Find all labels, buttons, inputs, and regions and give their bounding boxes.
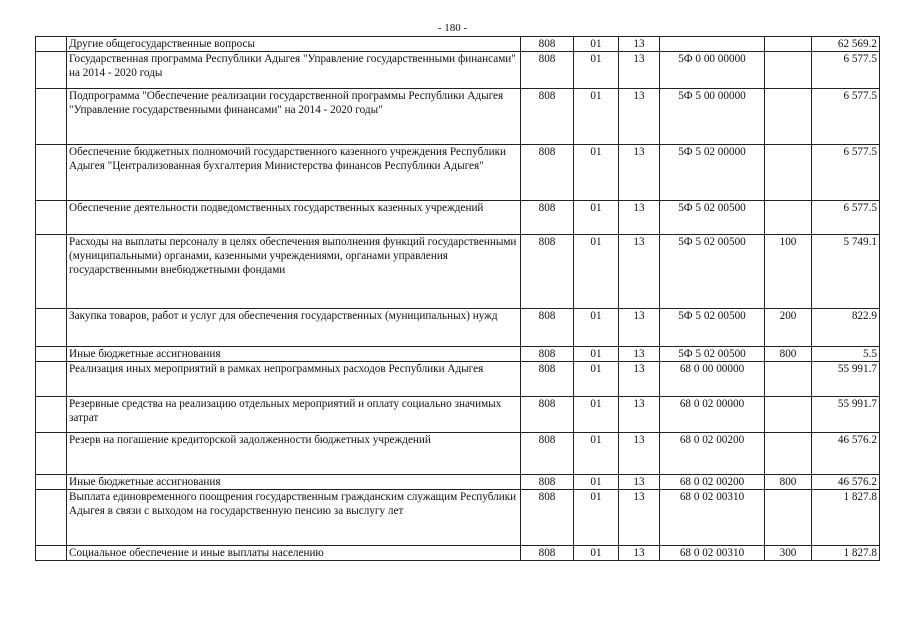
expense-name-cell: Социальное обеспечение и иные выплаты населению bbox=[67, 546, 521, 561]
row-marker-cell bbox=[36, 433, 67, 475]
section-cell: 01 bbox=[574, 52, 619, 89]
org-code-cell: 808 bbox=[521, 52, 574, 89]
expense-type-cell: 800 bbox=[765, 347, 812, 362]
expense-type-cell bbox=[765, 37, 812, 52]
amount-cell: 5.5 bbox=[812, 347, 880, 362]
section-cell: 01 bbox=[574, 546, 619, 561]
expense-type-cell: 300 bbox=[765, 546, 812, 561]
section-cell: 01 bbox=[574, 89, 619, 145]
org-code-cell: 808 bbox=[521, 475, 574, 490]
section-cell: 01 bbox=[574, 397, 619, 433]
expense-type-cell bbox=[765, 201, 812, 235]
subsection-cell: 13 bbox=[619, 89, 660, 145]
amount-cell: 5 749.1 bbox=[812, 235, 880, 309]
expense-name-cell: Расходы на выплаты персоналу в целях обеспечения выполнения функций государственными (муниципальными) органами, казенными учреждениями, органами управления государственными внебюджетными фондами bbox=[67, 235, 521, 309]
subsection-cell: 13 bbox=[619, 235, 660, 309]
table-row bbox=[36, 397, 880, 433]
expense-type-cell bbox=[765, 89, 812, 145]
table-row bbox=[36, 347, 880, 362]
org-code-cell: 808 bbox=[521, 201, 574, 235]
subsection-cell: 13 bbox=[619, 397, 660, 433]
expense-name-cell: Выплата единовременного поощрения государственным гражданским служащим Республики Адыгея в связи с выходом на государственную пенсию за выслугу лет bbox=[67, 490, 521, 546]
section-cell: 01 bbox=[574, 37, 619, 52]
amount-cell: 6 577.5 bbox=[812, 89, 880, 145]
expense-name-cell: Государственная программа Республики Адыгея "Управление государственными финансами" на 2014 - 2020 годы bbox=[67, 52, 521, 89]
target-article-cell: 5Ф 5 02 00500 bbox=[660, 347, 765, 362]
page-number: - 180 - bbox=[437, 22, 468, 34]
subsection-cell: 13 bbox=[619, 37, 660, 52]
amount-cell: 6 577.5 bbox=[812, 52, 880, 89]
subsection-cell: 13 bbox=[619, 362, 660, 397]
expense-type-cell bbox=[765, 145, 812, 201]
amount-cell: 46 576.2 bbox=[812, 433, 880, 475]
subsection-cell: 13 bbox=[619, 145, 660, 201]
amount-cell: 46 576.2 bbox=[812, 475, 880, 490]
section-cell: 01 bbox=[574, 490, 619, 546]
table-row bbox=[36, 433, 880, 475]
section-cell: 01 bbox=[574, 145, 619, 201]
amount-cell: 1 827.8 bbox=[812, 490, 880, 546]
subsection-cell: 13 bbox=[619, 490, 660, 546]
row-marker-cell bbox=[36, 475, 67, 490]
org-code-cell: 808 bbox=[521, 235, 574, 309]
amount-cell: 62 569.2 bbox=[812, 37, 880, 52]
expense-name-cell: Другие общегосударственные вопросы bbox=[67, 37, 521, 52]
org-code-cell: 808 bbox=[521, 397, 574, 433]
org-code-cell: 808 bbox=[521, 309, 574, 347]
expense-name-cell: Реализация иных мероприятий в рамках непрограммных расходов Республики Адыгея bbox=[67, 362, 521, 397]
target-article-cell: 5Ф 5 00 00000 bbox=[660, 89, 765, 145]
row-marker-cell bbox=[36, 362, 67, 397]
org-code-cell: 808 bbox=[521, 37, 574, 52]
expense-type-cell bbox=[765, 433, 812, 475]
table-row bbox=[36, 309, 880, 347]
row-marker-cell bbox=[36, 37, 67, 52]
expense-type-cell: 200 bbox=[765, 309, 812, 347]
target-article-cell: 68 0 00 00000 bbox=[660, 362, 765, 397]
target-article-cell: 68 0 02 00200 bbox=[660, 475, 765, 490]
expense-name-cell: Резервные средства на реализацию отдельных мероприятий и оплату социально значимых затрат bbox=[67, 397, 521, 433]
table-row bbox=[36, 145, 880, 201]
amount-cell: 1 827.8 bbox=[812, 546, 880, 561]
expense-type-cell bbox=[765, 52, 812, 89]
subsection-cell: 13 bbox=[619, 52, 660, 89]
table-row bbox=[36, 546, 880, 561]
section-cell: 01 bbox=[574, 235, 619, 309]
org-code-cell: 808 bbox=[521, 546, 574, 561]
table-row bbox=[36, 475, 880, 490]
row-marker-cell bbox=[36, 546, 67, 561]
org-code-cell: 808 bbox=[521, 490, 574, 546]
amount-cell: 6 577.5 bbox=[812, 145, 880, 201]
row-marker-cell bbox=[36, 235, 67, 309]
org-code-cell: 808 bbox=[521, 347, 574, 362]
table-row bbox=[36, 52, 880, 89]
row-marker-cell bbox=[36, 397, 67, 433]
org-code-cell: 808 bbox=[521, 433, 574, 475]
subsection-cell: 13 bbox=[619, 433, 660, 475]
section-cell: 01 bbox=[574, 309, 619, 347]
budget-table bbox=[35, 36, 880, 561]
expense-type-cell: 800 bbox=[765, 475, 812, 490]
section-cell: 01 bbox=[574, 475, 619, 490]
target-article-cell: 5Ф 5 02 00500 bbox=[660, 201, 765, 235]
expense-type-cell: 100 bbox=[765, 235, 812, 309]
row-marker-cell bbox=[36, 145, 67, 201]
expense-name-cell: Обеспечение бюджетных полномочий государственного казенного учреждения Республики Адыгея "Централизованная бухгалтерия Министерства финансов Республики Адыгея" bbox=[67, 145, 521, 201]
amount-cell: 55 991.7 bbox=[812, 397, 880, 433]
org-code-cell: 808 bbox=[521, 145, 574, 201]
budget-table-body bbox=[36, 37, 880, 561]
table-row bbox=[36, 235, 880, 309]
expense-type-cell bbox=[765, 490, 812, 546]
target-article-cell: 5Ф 5 02 00500 bbox=[660, 235, 765, 309]
amount-cell: 822.9 bbox=[812, 309, 880, 347]
target-article-cell: 5Ф 5 02 00500 bbox=[660, 309, 765, 347]
table-row bbox=[36, 37, 880, 52]
expense-name-cell: Иные бюджетные ассигнования bbox=[67, 347, 521, 362]
expense-type-cell bbox=[765, 362, 812, 397]
section-cell: 01 bbox=[574, 433, 619, 475]
expense-name-cell: Резерв на погашение кредиторской задолженности бюджетных учреждений bbox=[67, 433, 521, 475]
expense-name-cell: Закупка товаров, работ и услуг для обеспечения государственных (муниципальных) нужд bbox=[67, 309, 521, 347]
section-cell: 01 bbox=[574, 347, 619, 362]
table-row bbox=[36, 201, 880, 235]
expense-name-cell: Обеспечение деятельности подведомственных государственных казенных учреждений bbox=[67, 201, 521, 235]
table-row bbox=[36, 362, 880, 397]
target-article-cell: 5Ф 0 00 00000 bbox=[660, 52, 765, 89]
target-article-cell bbox=[660, 37, 765, 52]
target-article-cell: 5Ф 5 02 00000 bbox=[660, 145, 765, 201]
expense-name-cell: Подпрограмма "Обеспечение реализации государственной программы Республики Адыгея "Управление государственными финансами" на 2014 - 2020 годы" bbox=[67, 89, 521, 145]
expense-name-cell: Иные бюджетные ассигнования bbox=[67, 475, 521, 490]
org-code-cell: 808 bbox=[521, 89, 574, 145]
row-marker-cell bbox=[36, 89, 67, 145]
amount-cell: 55 991.7 bbox=[812, 362, 880, 397]
row-marker-cell bbox=[36, 309, 67, 347]
subsection-cell: 13 bbox=[619, 475, 660, 490]
row-marker-cell bbox=[36, 490, 67, 546]
amount-cell: 6 577.5 bbox=[812, 201, 880, 235]
target-article-cell: 68 0 02 00310 bbox=[660, 546, 765, 561]
subsection-cell: 13 bbox=[619, 201, 660, 235]
target-article-cell: 68 0 02 00310 bbox=[660, 490, 765, 546]
subsection-cell: 13 bbox=[619, 546, 660, 561]
row-marker-cell bbox=[36, 347, 67, 362]
section-cell: 01 bbox=[574, 362, 619, 397]
target-article-cell: 68 0 02 00000 bbox=[660, 397, 765, 433]
target-article-cell: 68 0 02 00200 bbox=[660, 433, 765, 475]
section-cell: 01 bbox=[574, 201, 619, 235]
expense-type-cell bbox=[765, 397, 812, 433]
table-row bbox=[36, 89, 880, 145]
row-marker-cell bbox=[36, 52, 67, 89]
row-marker-cell bbox=[36, 201, 67, 235]
subsection-cell: 13 bbox=[619, 309, 660, 347]
subsection-cell: 13 bbox=[619, 347, 660, 362]
org-code-cell: 808 bbox=[521, 362, 574, 397]
table-row bbox=[36, 490, 880, 546]
